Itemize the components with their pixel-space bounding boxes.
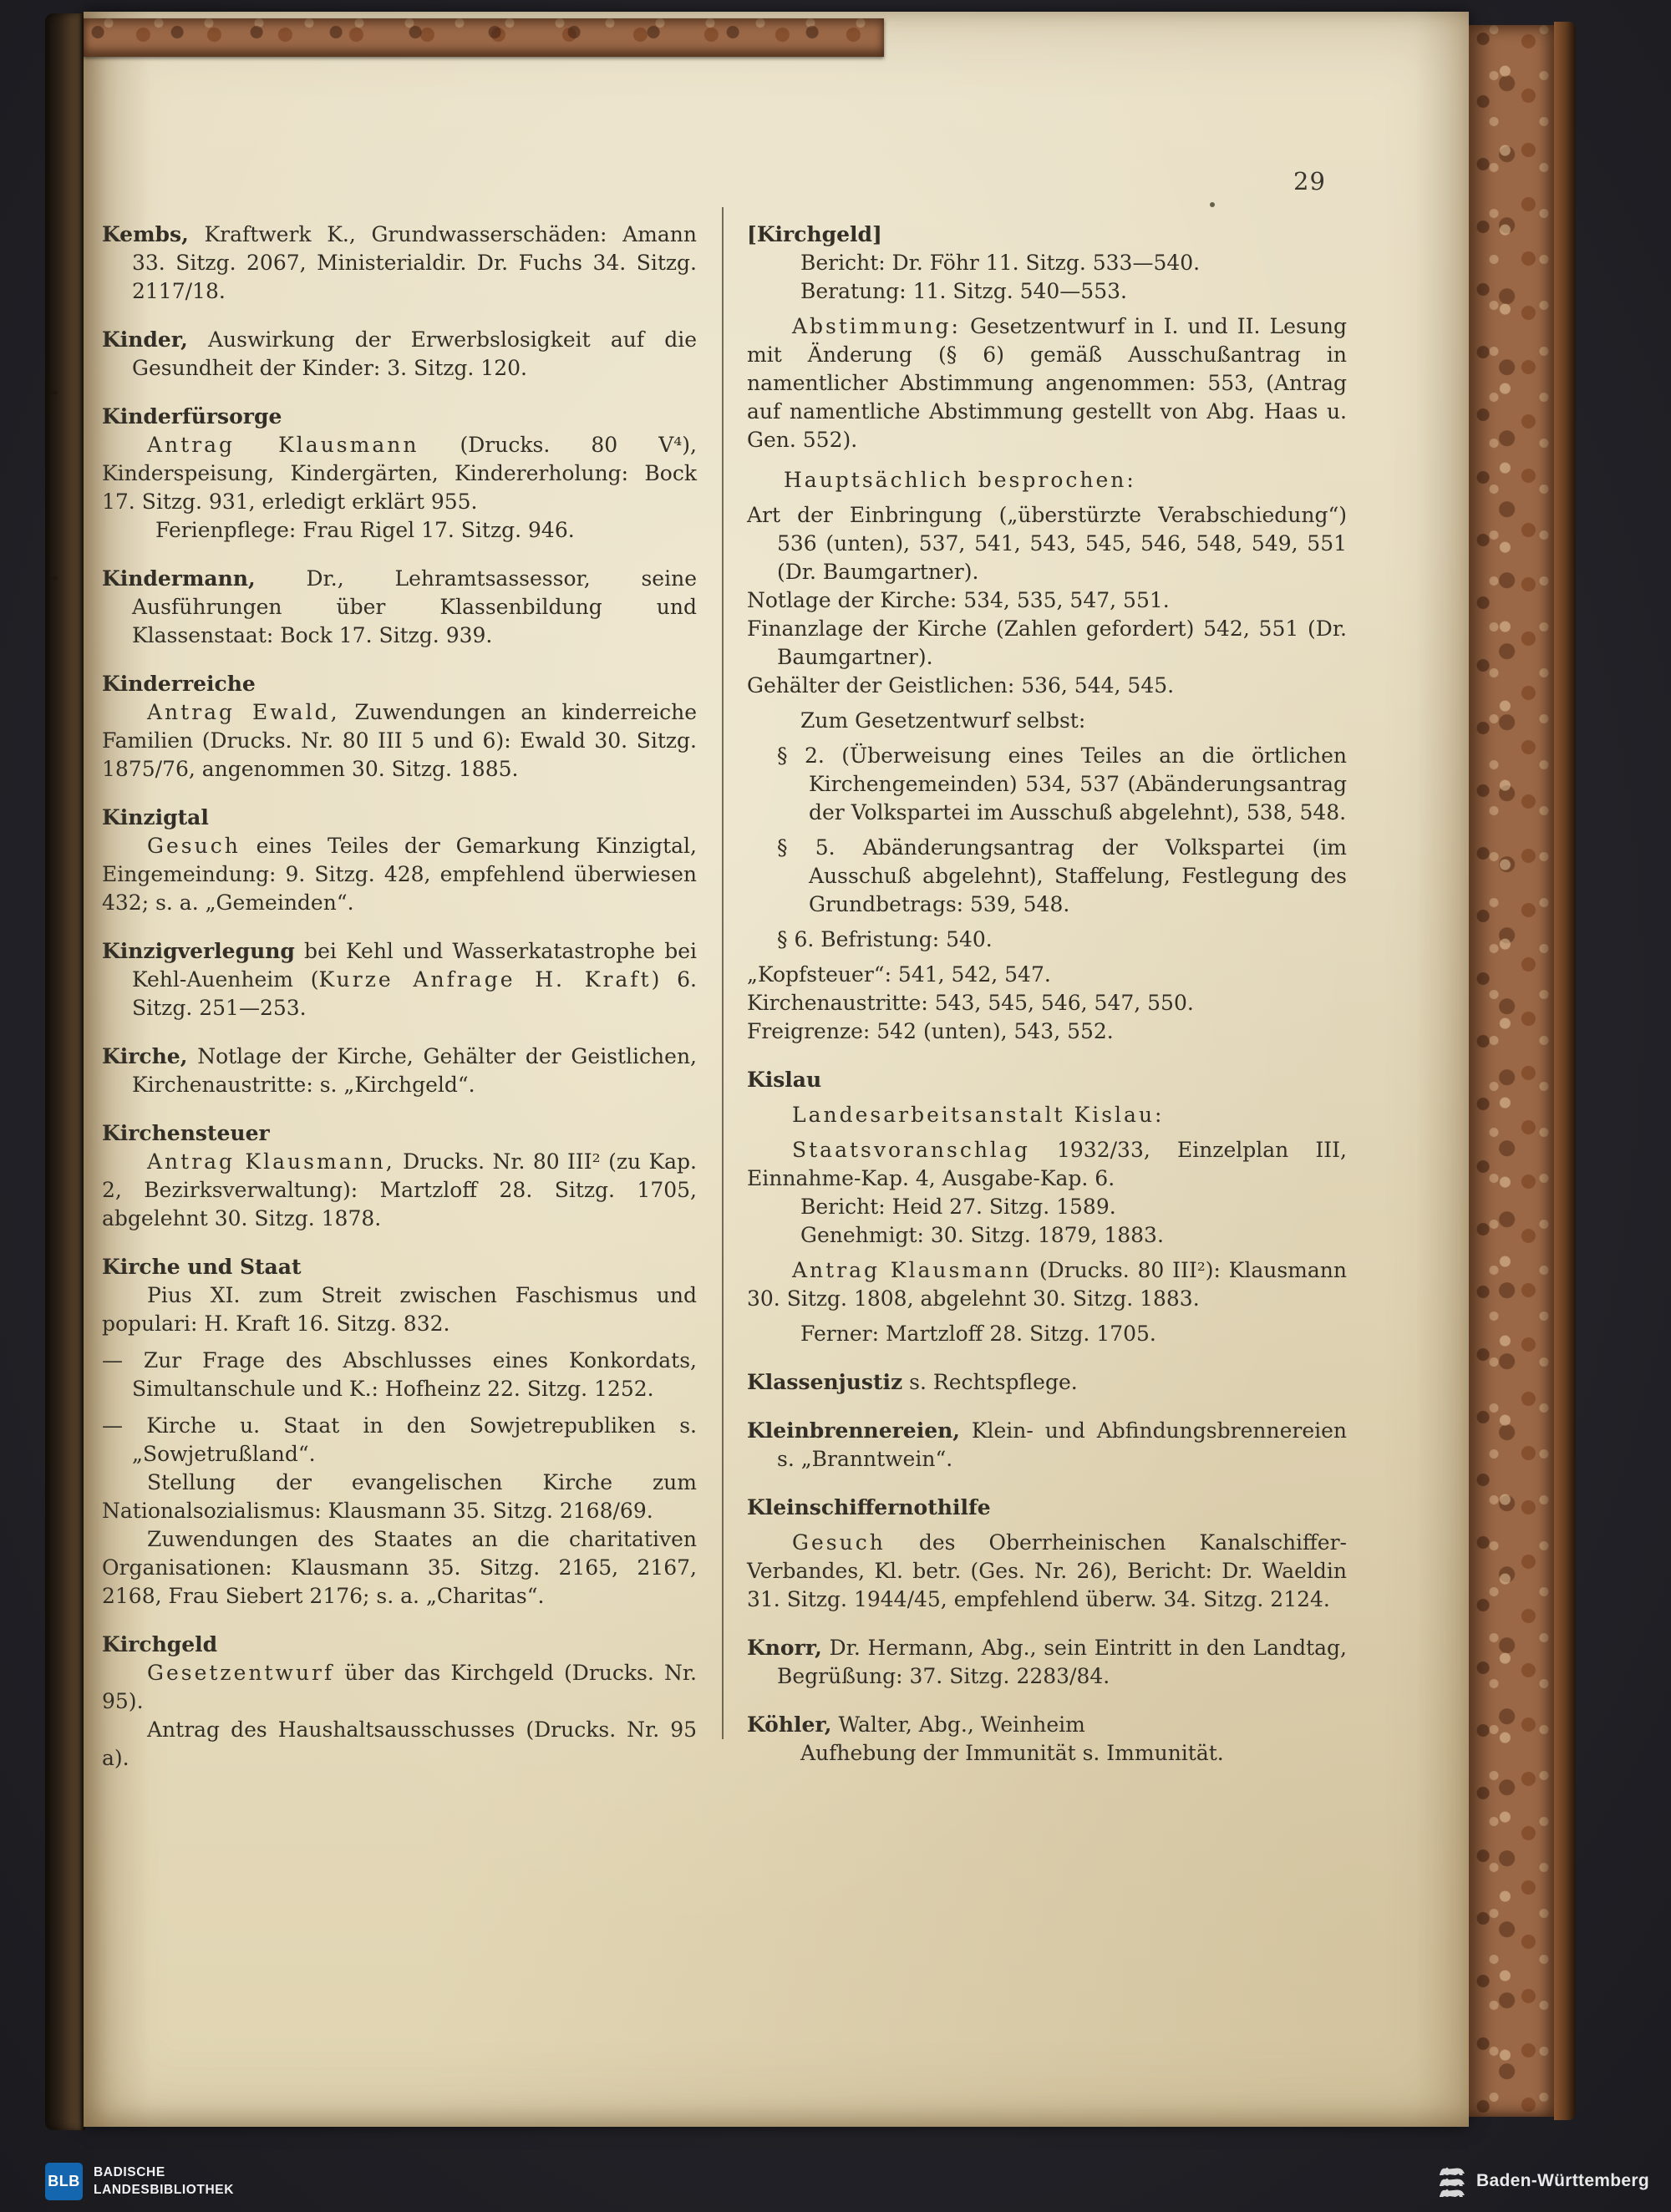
text-segment: eines Teiles der Gemarkung Kinzigtal, Eingemeindung: 9. Sitzg. 428, empfehlend überwiesen 432; s. a. „Gemeinden“. <box>102 834 697 915</box>
text-segment: Notlage der Kirche: 534, 535, 547, 551. <box>747 588 1170 612</box>
index-paragraph <box>747 1017 1347 1046</box>
state-label: Baden-Württemberg <box>1476 2171 1649 2190</box>
text-segment: Klassenjustiz <box>747 1370 903 1394</box>
text-segment: Köhler, <box>747 1712 832 1737</box>
index-paragraph <box>747 615 1347 672</box>
text-segment: Kraftwerk K., Grundwasserschäden: Amann 33. Sitzg. 2067, Ministerialdir. Dr. Fuchs 34. Sitzg. 2117/18. <box>132 222 697 303</box>
text-segment: Kinderreiche <box>102 672 256 696</box>
text-segment: [Kirchgeld] <box>747 222 882 246</box>
fore-edge-marbled-paper <box>1469 25 1556 2117</box>
text-segment: Kirche und Staat <box>102 1255 302 1279</box>
text-segment: Staatsvoranschlag <box>792 1138 1030 1162</box>
text-segment: Freigrenze: 542 (unten), 543, 552. <box>747 1019 1114 1043</box>
text-segment: Ferienpflege: Frau Rigel 17. Sitzg. 946. <box>155 518 575 542</box>
text-segment: Kirche, <box>102 1044 188 1068</box>
text-segment: Kirchgeld <box>102 1632 218 1656</box>
text-segment: Notlage der Kirche, Gehälter der Geistlichen, Kirchenaustritte: s. „Kirchgeld“. <box>132 1044 697 1097</box>
index-paragraph <box>747 1368 1347 1397</box>
text-segment: Landesarbeitsanstalt Kislau: <box>792 1103 1165 1127</box>
index-paragraph <box>747 1739 1347 1768</box>
index-paragraph <box>747 1634 1347 1691</box>
text-segment: — Zur Frage des Abschlusses eines Konkordats, Simultanschule und K.: Hofheinz 22. Sitzg. 1252. <box>102 1348 697 1401</box>
text-segment: Pius XI. zum Streit zwischen Faschismus und populari: H. Kraft 16. Sitzg. 832. <box>102 1283 697 1336</box>
index-paragraph <box>102 832 697 917</box>
index-paragraph <box>747 961 1347 989</box>
index-paragraph <box>102 1469 697 1525</box>
library-name-line1: BADISCHE <box>94 2165 165 2180</box>
index-columns <box>102 200 1348 1773</box>
text-segment: über das Kirchgeld (Drucks. Nr. 95). <box>102 1661 697 1713</box>
text-segment: Bericht: Dr. Föhr 11. Sitzg. 533—540. <box>800 251 1201 275</box>
index-paragraph <box>102 1659 697 1716</box>
index-paragraph <box>102 937 697 1022</box>
index-paragraph <box>102 516 697 545</box>
index-paragraph <box>747 1101 1347 1129</box>
column-right <box>747 200 1347 1773</box>
column-divider <box>722 207 724 1739</box>
index-paragraph <box>747 1193 1347 1221</box>
text-segment: Zum Gesetzentwurf selbst: <box>800 708 1086 733</box>
index-paragraph <box>747 312 1347 454</box>
library-name <box>94 2164 234 2198</box>
text-segment: Dr. Hermann, Abg., sein Eintritt in den Landtag, Begrüßung: 37. Sitzg. 2283/84. <box>777 1636 1347 1688</box>
index-paragraph <box>102 431 697 516</box>
index-paragraph <box>747 249 1347 277</box>
index-paragraph <box>747 1066 1347 1094</box>
index-paragraph <box>102 1281 697 1338</box>
text-segment: „Kopfsteuer“: 541, 542, 547. <box>747 962 1051 987</box>
text-segment: Gesuch <box>147 834 241 858</box>
book-cover-edge <box>1554 22 1576 2120</box>
text-segment: Aufhebung der Immunität s. Immunität. <box>800 1741 1224 1765</box>
text-segment: Genehmigt: 30. Sitzg. 1879, 1883. <box>800 1223 1164 1247</box>
index-paragraph <box>747 1136 1347 1193</box>
text-segment: 1932/33, Einzelplan III, Einnahme-Kap. 4, Ausgabe-Kap. 6. <box>747 1138 1347 1190</box>
text-segment: Gesuch <box>792 1530 886 1555</box>
blb-logo-abbr: BLB <box>48 2173 80 2189</box>
text-segment: Kembs, <box>102 222 189 246</box>
index-paragraph <box>747 1256 1347 1313</box>
text-segment: Gehälter der Geistlichen: 536, 544, 545. <box>747 673 1175 698</box>
text-segment: Kinzigverlegung <box>102 939 295 963</box>
index-paragraph <box>102 1148 697 1233</box>
index-paragraph <box>102 565 697 650</box>
index-paragraph <box>102 1412 697 1469</box>
index-paragraph <box>747 1320 1347 1348</box>
text-segment: Kinderfürsorge <box>102 404 282 429</box>
text-segment: Auswirkung der Erwerbslosigkeit auf die Gesundheit der Kinder: 3. Sitzg. 120. <box>132 327 697 380</box>
index-paragraph <box>747 742 1347 827</box>
index-paragraph <box>102 221 697 306</box>
index-paragraph <box>747 672 1347 700</box>
index-paragraph <box>102 326 697 383</box>
text-segment: Bericht: Heid 27. Sitzg. 1589. <box>800 1195 1116 1219</box>
state-branding <box>1436 2165 1649 2197</box>
text-segment: Kirchensteuer <box>102 1121 270 1145</box>
text-segment: Walter, Abg., Weinheim <box>831 1712 1085 1737</box>
text-segment: Hauptsächlich besprochen: <box>784 468 1136 492</box>
text-segment: § 6. Befristung: 540. <box>777 927 993 951</box>
library-name-line2: LANDESBIBLIOTHEK <box>94 2182 235 2197</box>
text-segment: (Drucks. 80 V⁴), Kinderspeisung, Kindergärten, Kindererholung: Bock 17. Sitzg. 931, erledigt erklärt 955. <box>102 433 697 514</box>
text-segment: Art der Einbringung („überstürzte Verabschiedung“) 536 (unten), 537, 541, 543, 545, 546, 548, 549, 551 (Dr. Baumgartner). <box>747 503 1347 584</box>
text-segment: Kislau <box>747 1068 822 1092</box>
index-paragraph <box>102 1119 697 1148</box>
index-paragraph <box>747 586 1347 615</box>
index-paragraph <box>102 670 697 698</box>
text-segment: Stellung der evangelischen Kirche zum Nationalsozialismus: Klausmann 35. Sitzg. 2168/69. <box>102 1470 697 1523</box>
column-left <box>102 200 697 1773</box>
text-segment: Dr., Lehramtsassessor, seine Ausführungen über Klassenbildung und Klassenstaat: Bock 17. Sitzg. 939. <box>132 566 697 647</box>
index-paragraph <box>747 707 1347 735</box>
text-segment: Knorr, <box>747 1636 822 1660</box>
text-segment: Zuwendungen des Staates an die charitativen Organisationen: Klausmann 35. Sitzg. 2165, 2167, 2168, Frau Siebert 2176; s. a. „Charitas“. <box>102 1527 697 1608</box>
text-segment: Gesetzentwurf <box>147 1661 335 1685</box>
top-edge-marbled-paper <box>84 18 884 57</box>
text-segment: Zuwendungen an kinderreiche Familien (Drucks. Nr. 80 III 5 und 6): Ewald 30. Sitzg. 1875/76, angenommen 30. Sitzg. 1885. <box>102 700 697 781</box>
text-segment: Kinzigtal <box>102 805 209 830</box>
index-paragraph <box>102 1631 697 1659</box>
index-paragraph <box>747 1711 1347 1739</box>
index-paragraph <box>102 804 697 832</box>
page-number: 29 <box>1293 167 1326 195</box>
text-segment: Antrag Klausmann, <box>147 1149 395 1174</box>
text-segment: Kindermann, <box>102 566 256 591</box>
index-paragraph <box>747 466 1347 495</box>
text-segment: Antrag Klausmann <box>147 433 419 457</box>
text-segment: Beratung: 11. Sitzg. 540—553. <box>800 279 1127 303</box>
text-segment: Finanzlage der Kirche (Zahlen gefordert) 542, 551 (Dr. Baumgartner). <box>747 616 1347 669</box>
index-paragraph <box>747 277 1347 306</box>
text-segment: Kleinbrennereien, <box>747 1418 960 1443</box>
text-segment: (Drucks. 80 III²): Klausmann 30. Sitzg. 1808, abgelehnt 30. Sitzg. 1883. <box>747 1258 1347 1311</box>
scanned-page <box>84 12 1469 2127</box>
text-segment: Klein- und Abfindungsbrennereien s. „Branntwein“. <box>777 1418 1347 1471</box>
baden-wuerttemberg-emblem-icon <box>1436 2165 1468 2197</box>
index-paragraph <box>747 1529 1347 1614</box>
text-segment: Ferner: Martzloff 28. Sitzg. 1705. <box>800 1322 1156 1346</box>
text-segment: Kleinschiffernothilfe <box>747 1495 991 1519</box>
index-paragraph <box>747 1417 1347 1474</box>
text-segment: s. Rechtspflege. <box>902 1370 1078 1394</box>
index-paragraph <box>102 1347 697 1403</box>
index-paragraph <box>747 834 1347 919</box>
index-paragraph <box>102 1525 697 1611</box>
text-segment: Kurze Anfrage H. Kraft <box>318 967 652 992</box>
index-paragraph <box>747 221 1347 249</box>
bleed-through-artifact <box>50 576 58 581</box>
text-segment: § 5. Abänderungsantrag der Volkspartei (im Ausschuß abgelehnt), Staffelung, Festlegung des Grundbetrags: 539, 548. <box>777 835 1347 916</box>
text-segment: Antrag Klausmann <box>792 1258 1032 1282</box>
blb-logo <box>45 2163 83 2200</box>
index-paragraph <box>747 926 1347 954</box>
text-segment: Kirchenaustritte: 543, 545, 546, 547, 550. <box>747 991 1194 1015</box>
text-segment: § 2. (Überweisung eines Teiles an die örtlichen Kirchengemeinden) 534, 537 (Abänderungsantrag der Volkspartei im Ausschuß abgelehnt), 538, 548. <box>777 743 1347 824</box>
index-paragraph <box>102 403 697 431</box>
index-paragraph <box>102 698 697 784</box>
text-segment: bei Kehl und Wasserkatastrophe bei Kehl-Auenheim ( <box>132 939 697 992</box>
text-segment: des Oberrheinischen Kanalschiffer-Verbandes, Kl. betr. (Ges. Nr. 26), Bericht: Dr. Waeldin 31. Sitzg. 1944/45, empfehlend überw. 34. Sitzg. 2124. <box>747 1530 1347 1611</box>
text-segment: Abstimmung: <box>792 314 961 338</box>
text-segment: Antrag des Haushaltsausschusses (Drucks. Nr. 95 a). <box>102 1717 697 1770</box>
index-paragraph <box>747 1221 1347 1250</box>
library-branding <box>45 2163 234 2200</box>
index-paragraph <box>102 1253 697 1281</box>
text-segment: — Kirche u. Staat in den Sowjetrepubliken s. „Sowjetrußland“. <box>102 1413 697 1466</box>
text-segment: Kinder, <box>102 327 188 352</box>
index-paragraph <box>747 1494 1347 1522</box>
text-segment: Gesetzentwurf in I. und II. Lesung mit Änderung (§ 6) gemäß Ausschußantrag in namentlicher Abstimmung angenommen: 553, (Antrag auf namentliche Abstimmung gestellt von Abg. Haas u. Gen. 552). <box>747 314 1347 452</box>
text-segment: Drucks. Nr. 80 III² (zu Kap. 2, Bezirksverwaltung): Martzloff 28. Sitzg. 1705, abgelehnt 30. Sitzg. 1878. <box>102 1149 697 1230</box>
index-paragraph <box>747 989 1347 1017</box>
book-spine <box>45 13 85 2130</box>
text-segment: ) 6. Sitzg. 251—253. <box>132 967 697 1020</box>
text-segment: Antrag Ewald, <box>147 700 340 724</box>
index-paragraph <box>102 1043 697 1099</box>
index-paragraph <box>747 501 1347 586</box>
index-paragraph <box>102 1716 697 1773</box>
